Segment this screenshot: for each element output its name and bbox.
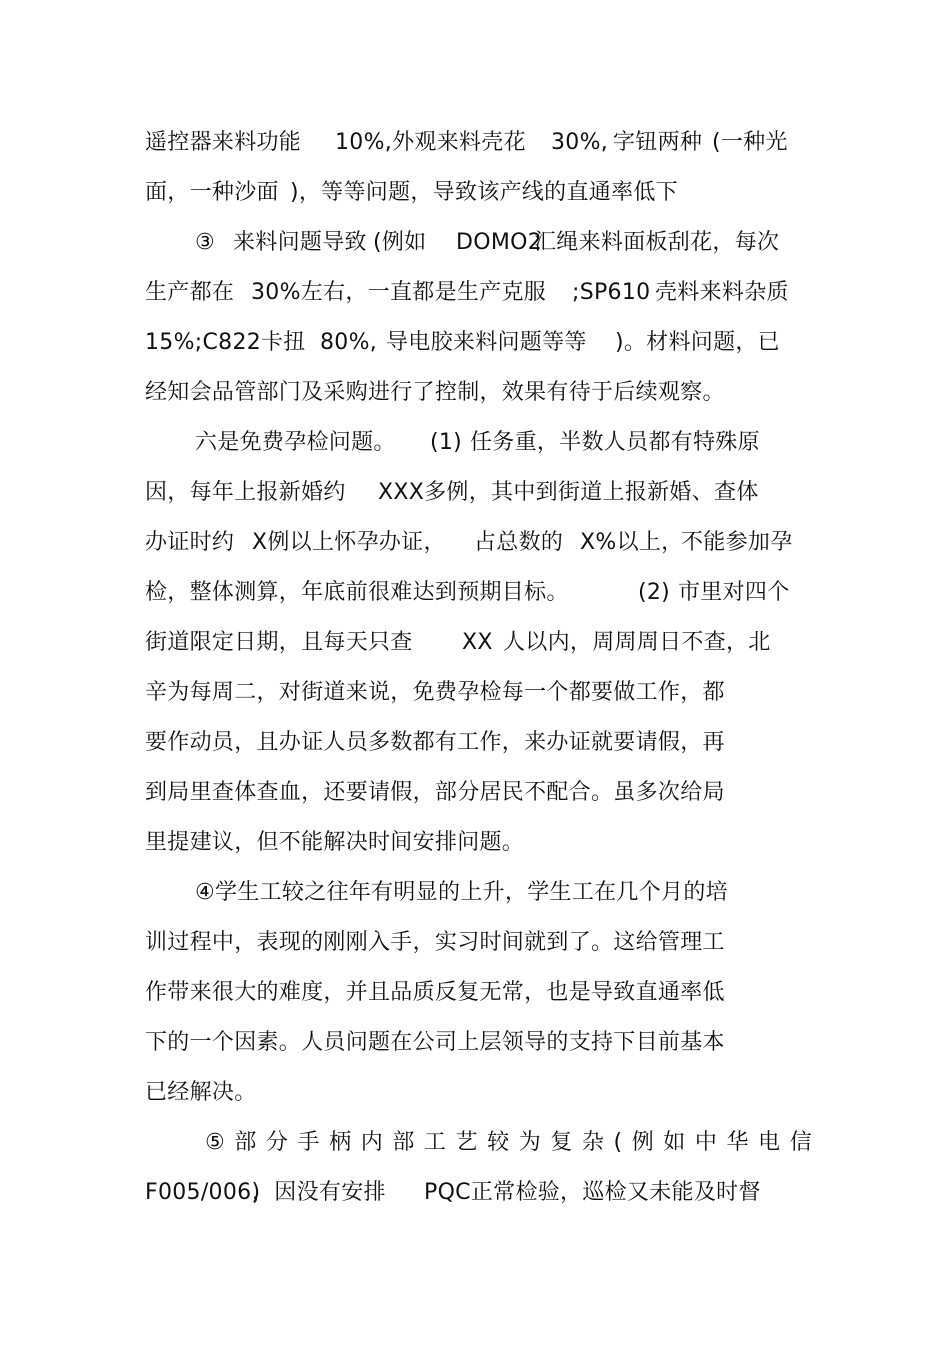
text-segment: F005/006): [145, 1180, 261, 1205]
text-segment: 市里对四个: [678, 580, 790, 605]
text-segment: 汇绳来料面板刮花，每次: [534, 230, 780, 255]
text-segment: 80%,: [320, 330, 378, 355]
text-segment: 30%,: [551, 130, 609, 155]
text-segment: DOMO2: [456, 230, 543, 255]
text-segment: 任务重，半数人员都有特殊原: [470, 430, 760, 455]
text-segment: 办证时约: [145, 530, 235, 555]
text-segment: (一种光: [712, 130, 788, 155]
text-segment: 壳料来料杂质: [655, 280, 789, 305]
text-segment: 到局里查体查血，还要请假，部分居民不配合。虽多次给局: [145, 780, 725, 805]
text-segment: 下的一个因素。人员问题在公司上层领导的支持下目前基本: [145, 1030, 725, 1055]
text-segment: 字钮两种: [613, 130, 703, 155]
text-segment: 辛为每周二，对街道来说，免费孕检每一个都要做工作，都: [145, 680, 725, 705]
text-segment: 已经解决。: [145, 1080, 257, 1105]
text-segment: )。材料问题，已: [615, 330, 780, 355]
text-segment: 卡扭: [261, 330, 306, 355]
text-segment: ③: [195, 230, 216, 255]
text-segment: 生产都在: [145, 280, 235, 305]
text-segment: 10%,外观来料壳花: [335, 130, 526, 155]
text-segment: ;SP610: [572, 280, 651, 305]
text-segment: (例如: [373, 230, 427, 255]
text-segment: 检，整体测算，年底前很难达到预期目标。: [145, 580, 569, 605]
text-segment: 经知会品管部门及采购进行了控制，效果有待于后续观察。: [145, 380, 725, 405]
text-segment: 街道限定日期，且每天只查: [145, 630, 413, 655]
text-segment: X例以上怀孕办证，: [252, 530, 446, 555]
text-segment: (2): [638, 580, 671, 605]
text-segment: 要作动员，且办证人员多数都有工作，来办证就要请假，再: [145, 730, 725, 755]
text-segment: 15%;C822: [145, 330, 262, 355]
text-segment: 占总数的: [474, 530, 564, 555]
text-segment: 遥控器来料功能: [145, 130, 302, 155]
text-segment: 训过程中，表现的刚刚入手，实习时间就到了。这给管理工: [145, 930, 725, 955]
text-segment: (1): [430, 430, 463, 455]
text-segment: ④学生工较之往年有明显的上升，学生工在几个月的培: [195, 880, 728, 905]
text-segment: XX: [462, 630, 493, 655]
text-segment: 作带来很大的难度，并且品质反复无常，也是导致直通率低: [145, 980, 725, 1005]
text-segment: 面，一种沙面: [145, 180, 279, 205]
text-segment: PQC正常检验，巡检又未能及时督: [424, 1180, 761, 1205]
text-segment: 30%左右，一直都是生产克服: [251, 280, 547, 305]
text-segment: 里提建议，但不能解决时间安排问题。: [145, 830, 525, 855]
text-segment: ，因没有安排: [252, 1180, 386, 1205]
text-segment: 导电胶来料问题等等: [386, 330, 587, 355]
text-segment: 不能参加孕: [681, 530, 793, 555]
text-segment: 来料问题导致: [233, 230, 367, 255]
text-segment: X%以上，: [580, 530, 684, 555]
text-segment: XXX多例，其中到街道上报新婚、查体: [378, 480, 759, 505]
text-segment: )，等等问题，导致该产线的直通率低下: [290, 180, 678, 205]
text-segment: 人以内，周周周日不查，北: [503, 630, 771, 655]
text-segment: ⑤部分手柄内部工艺较为复杂(例如中华电信: [205, 1130, 822, 1155]
text-segment: 因，每年上报新婚约: [145, 480, 346, 505]
text-segment: 六是免费孕检问题。: [195, 430, 396, 455]
